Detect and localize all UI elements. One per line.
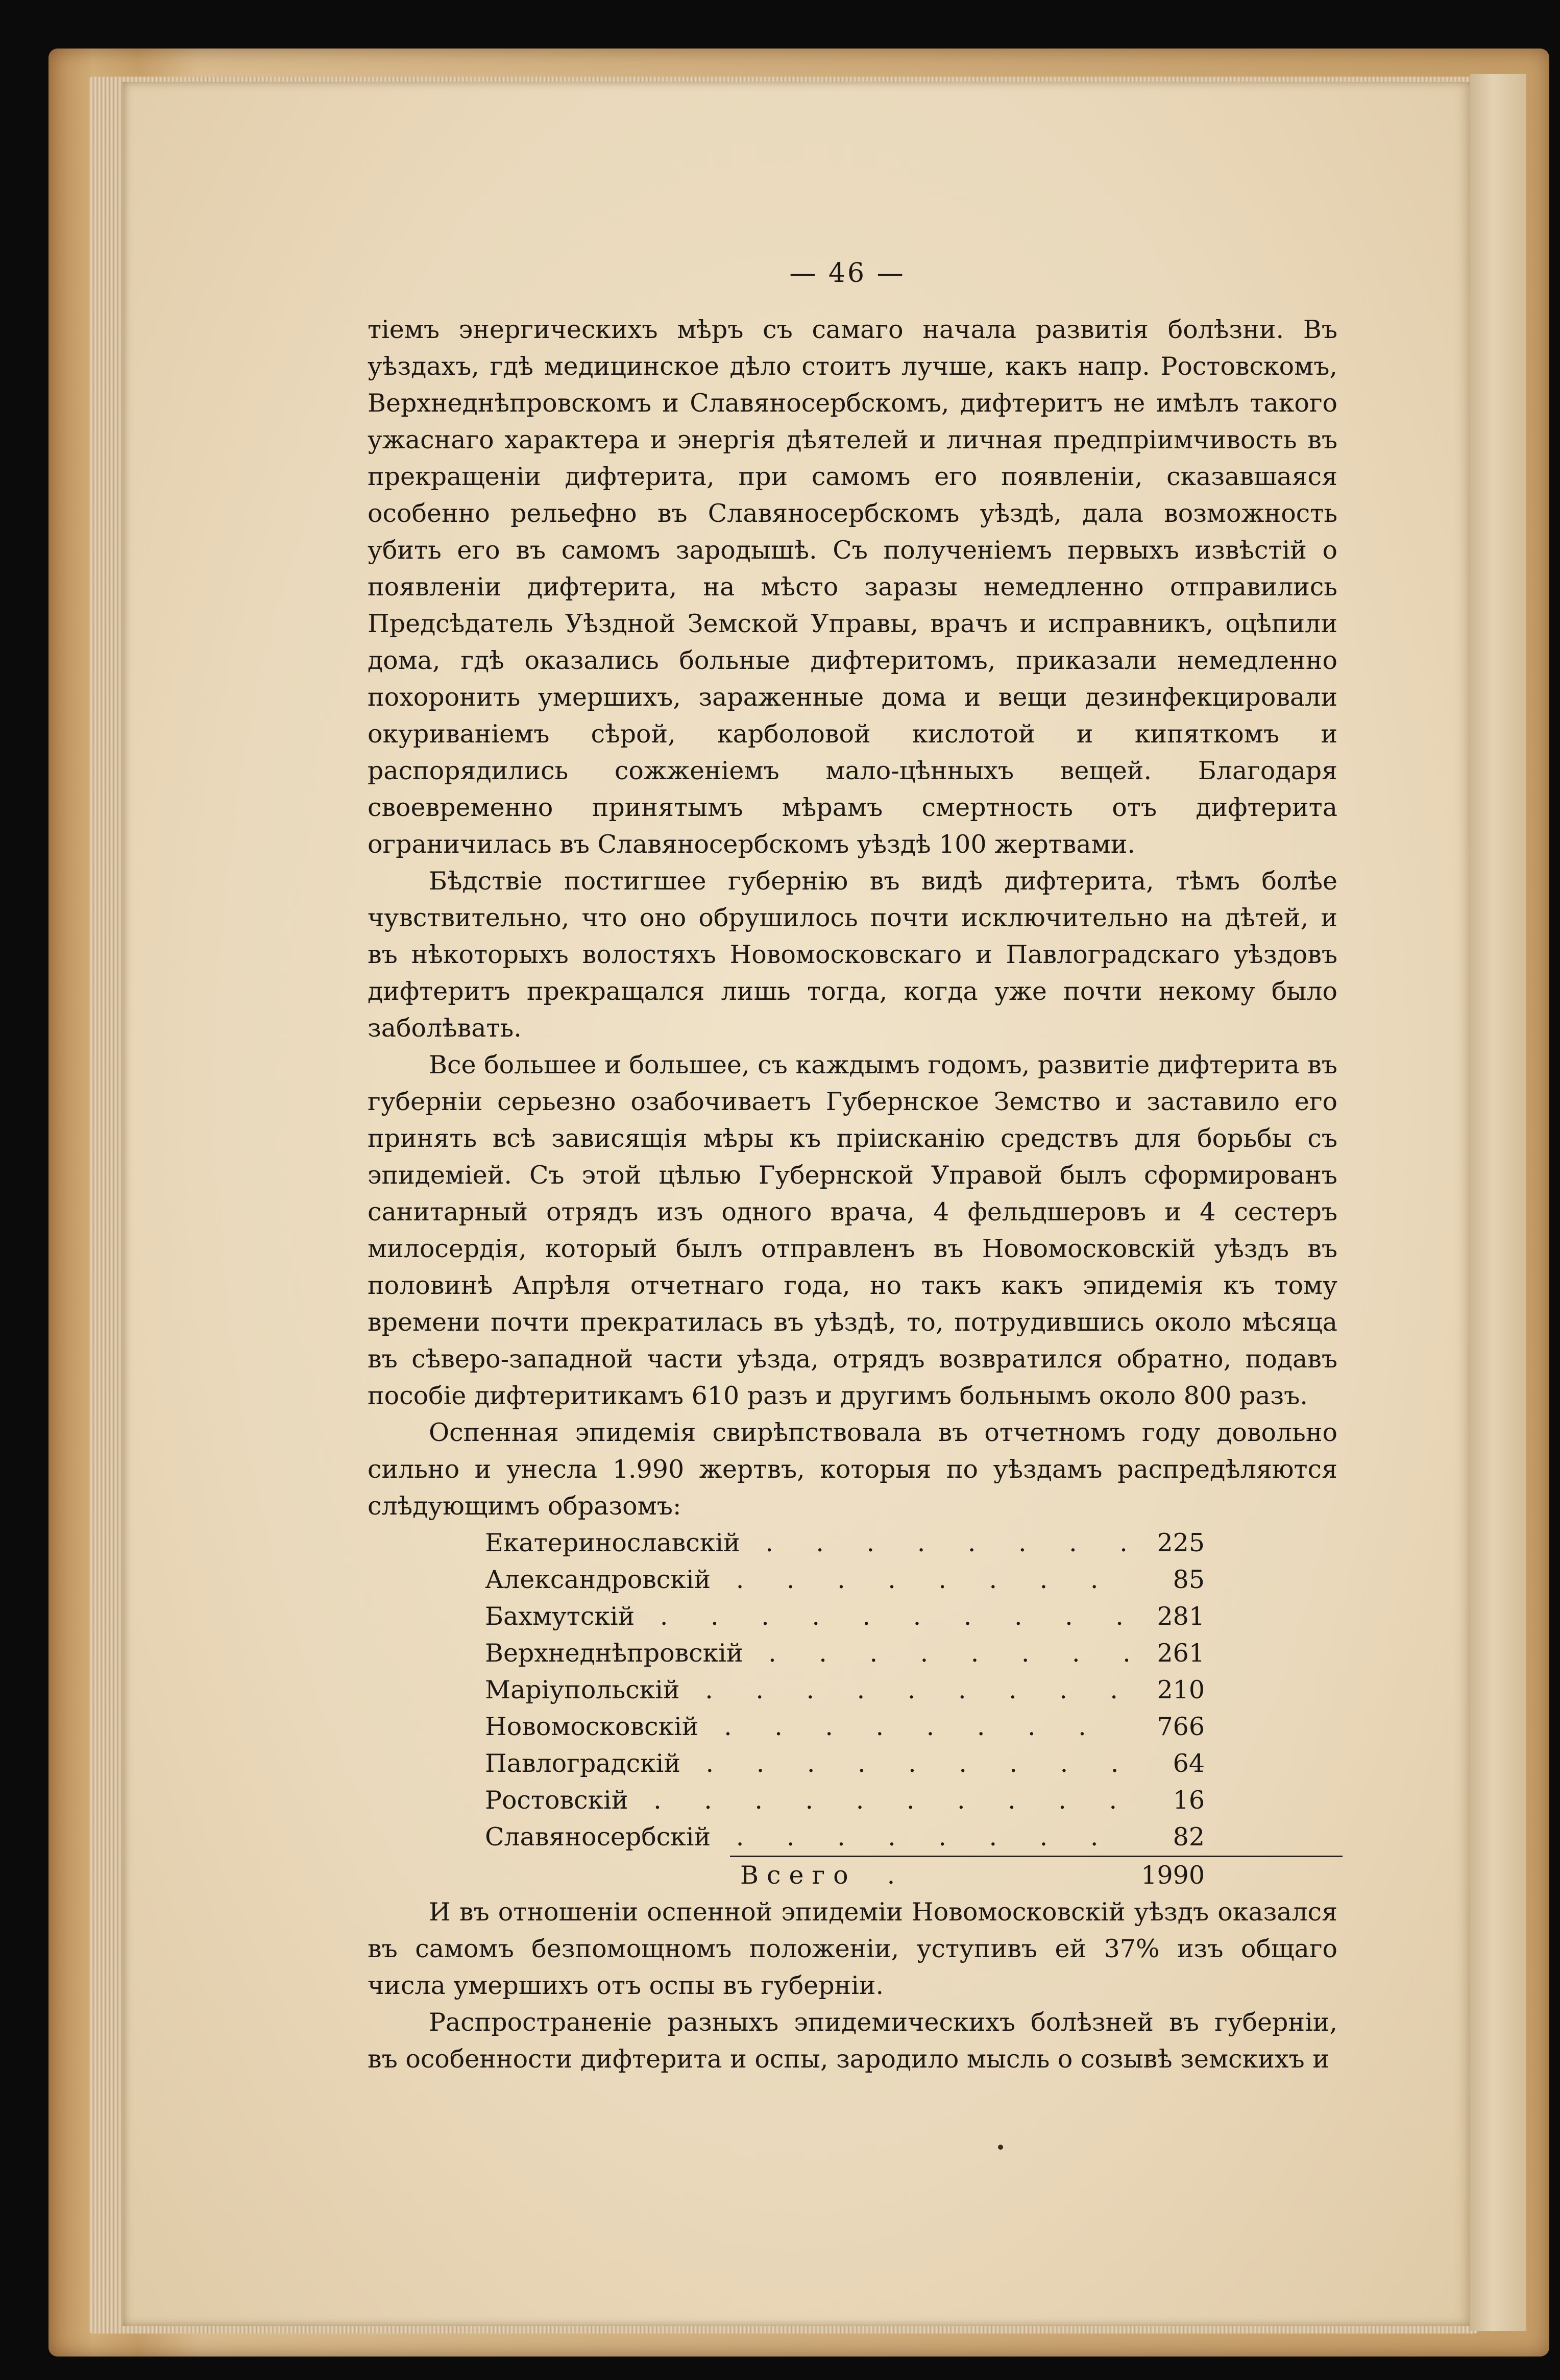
- page-body: [368, 311, 1337, 2078]
- district-name: Екатеринославскій . . .: [485, 1525, 1128, 1561]
- district-value: 281: [1157, 1602, 1205, 1631]
- table-row: [485, 1745, 1205, 1782]
- district-name: Верхнеднѣпровскій . . .: [485, 1635, 1128, 1672]
- total-label: Всего: [740, 1861, 857, 1890]
- table-row: [485, 1782, 1205, 1819]
- table-row: [485, 1635, 1205, 1672]
- district-value: 64: [1173, 1749, 1205, 1778]
- district-name: Славяносербскій . . .: [485, 1819, 1128, 1856]
- table-row: [485, 1598, 1205, 1635]
- district-name: Новомосковскій . . .: [485, 1709, 1128, 1745]
- district-value: 85: [1173, 1565, 1205, 1594]
- table-row: [485, 1561, 1205, 1598]
- district-value: 82: [1173, 1822, 1205, 1852]
- district-value: 210: [1157, 1675, 1205, 1704]
- total-value: 1990: [1141, 1861, 1205, 1890]
- paragraph: Распространеніе разныхъ эпидемическихъ болѣзней въ губерніи, въ особенности дифтерита и оспы, зародило мысль о созывѣ земскихъ и: [368, 2008, 1337, 2074]
- district-name: Бахмутскій . . .: [485, 1598, 1128, 1635]
- table-total-row: [485, 1857, 1205, 1894]
- page-number: — 46 —: [789, 258, 906, 289]
- district-value: 766: [1157, 1712, 1205, 1741]
- paragraph: тіемъ энергическихъ мѣръ съ самаго начала развитія болѣзни. Въ уѣздахъ, гдѣ медицинское дѣло стоитъ лучше, какъ напр. Ростовскомъ, Верхнеднѣпровскомъ и Славяносербскомъ, дифтеритъ не имѣлъ такого ужаснаго характера и энергія дѣятелей и личная предпріимчивость въ прекращеніи дифтерита, при самомъ его появленіи, сказавшаяся особенно рельефно въ Славяносербскомъ уѣздѣ, дала возможность убить его въ самомъ зародышѣ. Съ полученіемъ первыхъ извѣстій о появленіи дифтерита, на мѣсто заразы немедленно отправились Предсѣдатель Уѣздной Земской Управы, врачъ и исправникъ, оцѣпили дома, гдѣ оказались больные дифтеритомъ, приказали немедленно похоронить умершихъ, зараженные дома и вещи дезинфекцировали окуриваніемъ сѣрой, карболовой кислотой и кипяткомъ и распорядились сожженіемъ мало-цѣнныхъ вещей. Благодаря своевременно принятымъ мѣрамъ смертность отъ дифтерита ограничилась въ Славяносербскомъ уѣздѣ 100 жертвами.: [368, 315, 1337, 859]
- table-row: [485, 1819, 1205, 1856]
- paragraph: И въ отношеніи оспенной эпидеміи Новомосковскій уѣздъ оказался въ самомъ безпомощномъ положеніи, уступивъ ей 37% изъ общаго числа умершихъ отъ оспы въ губерніи.: [368, 1897, 1337, 2000]
- district-name: Павлоградскій . . .: [485, 1745, 1128, 1782]
- paragraph: Все большее и большее, съ каждымъ годомъ, развитіе дифтерита въ губерніи серьезно озабочиваетъ Губернское Земство и заставило его принять всѣ зависящія мѣры къ прiисканію средствъ для борьбы съ эпидеміей. Съ этой цѣлью Губернской Управой былъ сформированъ санитарный отрядъ изъ одного врача, 4 фельдшеровъ и 4 сестеръ милосердія, который былъ отправленъ въ Новомосковскій уѣздъ въ половинѣ Апрѣля отчетнаго года, но такъ какъ эпидемія къ тому времени почти прекратилась въ уѣздѣ, то, потрудившись около мѣсяца въ сѣверо-западной части уѣзда, отрядъ возвратился обратно, подавъ пособіе дифтеритикамъ 610 разъ и другимъ больнымъ около 800 разъ.: [368, 1050, 1337, 1410]
- district-name: Александровскій . . .: [485, 1561, 1128, 1598]
- district-name: Маріупольскій . . .: [485, 1672, 1128, 1709]
- district-value: 16: [1173, 1786, 1205, 1815]
- paragraph: Бѣдствіе постигшее губернію въ видѣ дифтерита, тѣмъ болѣе чувствительно, что оно обрушилось почти исключительно на дѣтей, и въ нѣкоторыхъ волостяхъ Новомосковскаго и Павлоградскаго уѣздовъ дифтеритъ прекращался лишь тогда, когда уже почти некому было заболѣвать.: [368, 867, 1337, 1043]
- ink-speck: [998, 2145, 1003, 2150]
- table-row: [485, 1709, 1205, 1745]
- smallpox-deaths-table: [485, 1525, 1205, 1856]
- district-value: 261: [1157, 1639, 1205, 1668]
- district-value: 225: [1157, 1528, 1205, 1557]
- total-dot: .: [887, 1861, 895, 1890]
- paragraph: Оспенная эпидемія свирѣпствовала въ отчетномъ году довольно сильно и унесла 1.990 жертвъ, которыя по уѣздамъ распредѣляются слѣдующимъ образомъ:: [368, 1418, 1337, 1521]
- district-name: Ростовскій . . .: [485, 1782, 1128, 1819]
- next-page-edge: [1470, 74, 1526, 2331]
- table-row: [485, 1672, 1205, 1709]
- table-row: [485, 1525, 1205, 1561]
